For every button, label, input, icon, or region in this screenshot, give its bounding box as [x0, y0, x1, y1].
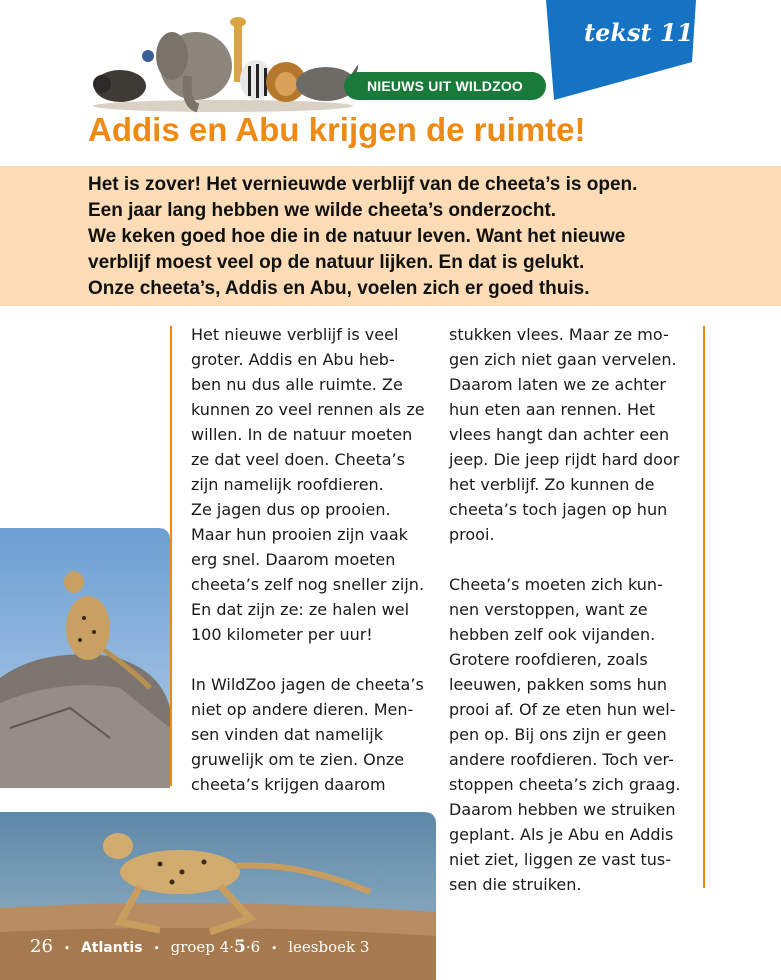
- page-number: 26: [30, 936, 53, 957]
- intro-text: [88, 172, 768, 302]
- animals-header-illustration: [88, 14, 358, 114]
- page-footer: 26 • Atlantis • groep 4·5·6 • leesboek 3: [30, 936, 370, 957]
- text-line: andere roofdieren. Toch ver-: [449, 750, 674, 769]
- text-line: In WildZoo jagen de cheeta’s: [191, 675, 424, 694]
- text-column-left: [191, 322, 441, 797]
- cheetah-on-rock-photo: [0, 528, 170, 788]
- text-line: cheeta’s toch jagen op hun: [449, 500, 668, 519]
- text-line: ze dat veel doen. Cheeta’s: [191, 450, 405, 469]
- text-line: Het nieuwe verblijf is veel: [191, 325, 399, 344]
- article-title: Addis en Abu krijgen de ruimte!: [88, 111, 586, 148]
- text-line: sen vinden dat namelijk: [191, 725, 383, 744]
- text-line: 100 kilometer per uur!: [191, 625, 373, 644]
- text-line: groter. Addis en Abu heb-: [191, 350, 395, 369]
- text-line: jeep. Die jeep rijdt hard door: [449, 450, 680, 469]
- intro-line: Het is zover! Het vernieuwde verblijf van de cheeta’s is open.: [88, 174, 638, 195]
- paragraph: [449, 572, 699, 897]
- intro-line: verblijf moest veel op de natuur lijken. En dat is gelukt.: [88, 252, 585, 273]
- text-line: niet op andere dieren. Men-: [191, 700, 414, 719]
- footer-groep-label: groep: [170, 938, 215, 956]
- text-line: geplant. Als je Abu en Addis: [449, 825, 674, 844]
- text-column-right: [449, 322, 699, 897]
- bullet-separator: •: [153, 942, 160, 955]
- footer-groep-5: 5: [234, 937, 246, 957]
- footer-groep-6: 6: [250, 938, 261, 956]
- text-line: Daarom hebben we struiken: [449, 800, 676, 819]
- text-line: pen op. Bij ons zijn er geen: [449, 725, 667, 744]
- text-line: vlees hangt dan achter een: [449, 425, 670, 444]
- text-line: Cheeta’s moeten zich kun-: [449, 575, 663, 594]
- text-line: Grotere roofdieren, zoals: [449, 650, 648, 669]
- text-line: En dat zijn ze: ze halen wel: [191, 600, 410, 619]
- text-line: kunnen zo veel rennen als ze: [191, 400, 425, 419]
- text-line: leeuwen, pakken soms hun: [449, 675, 668, 694]
- text-line: stoppen cheeta’s zich graag.: [449, 775, 681, 794]
- tekst-label: tekst 11: [584, 18, 694, 47]
- bullet-separator: •: [63, 942, 71, 955]
- left-column-rule: [170, 326, 172, 786]
- paragraph: [191, 672, 441, 797]
- intro-line: Een jaar lang hebben we wilde cheeta’s onderzocht.: [88, 200, 557, 221]
- footer-groep-4: 4: [219, 938, 230, 956]
- news-badge: NIEUWS UIT WILDZOO: [344, 72, 546, 100]
- text-line: cheeta’s krijgen daarom: [191, 775, 386, 794]
- text-line: zijn namelijk roofdieren.: [191, 475, 384, 494]
- tekst-tab-shape: [540, 0, 700, 102]
- intro-line: Onze cheeta’s, Addis en Abu, voelen zich er goed thuis.: [88, 278, 590, 299]
- text-line: niet ziet, liggen ze vast tus-: [449, 850, 672, 869]
- text-line: Daarom laten we ze achter: [449, 375, 666, 394]
- paragraph: [191, 322, 441, 647]
- text-line: Ze jagen dus op prooien.: [191, 500, 391, 519]
- text-line: sen die struiken.: [449, 875, 582, 894]
- footer-book: leesboek 3: [288, 938, 370, 956]
- text-line: gen zich niet gaan vervelen.: [449, 350, 677, 369]
- text-line: Maar hun prooien zijn vaak: [191, 525, 408, 544]
- paragraph: [449, 322, 699, 547]
- text-line: gruwelijk om te zien. Onze: [191, 750, 405, 769]
- text-line: prooi af. Of ze eten hun wel-: [449, 700, 676, 719]
- text-line: stukken vlees. Maar ze mo-: [449, 325, 669, 344]
- right-column-rule: [703, 326, 705, 888]
- footer-brand: Atlantis: [80, 940, 143, 956]
- text-line: cheeta’s zelf nog sneller zijn.: [191, 575, 425, 594]
- text-line: erg snel. Daarom moeten: [191, 550, 396, 569]
- text-line: nen verstoppen, want ze: [449, 600, 648, 619]
- text-line: het verblijf. Zo kunnen de: [449, 475, 655, 494]
- text-line: hebben zelf ook vijanden.: [449, 625, 656, 644]
- text-line: ben nu dus alle ruimte. Ze: [191, 375, 403, 394]
- text-line: hun eten aan rennen. Het: [449, 400, 656, 419]
- text-line: willen. In de natuur moeten: [191, 425, 413, 444]
- text-line: prooi.: [449, 525, 495, 544]
- intro-line: We keken goed hoe die in de natuur leven. Want het nieuwe: [88, 226, 626, 247]
- bullet-separator: •: [270, 942, 278, 955]
